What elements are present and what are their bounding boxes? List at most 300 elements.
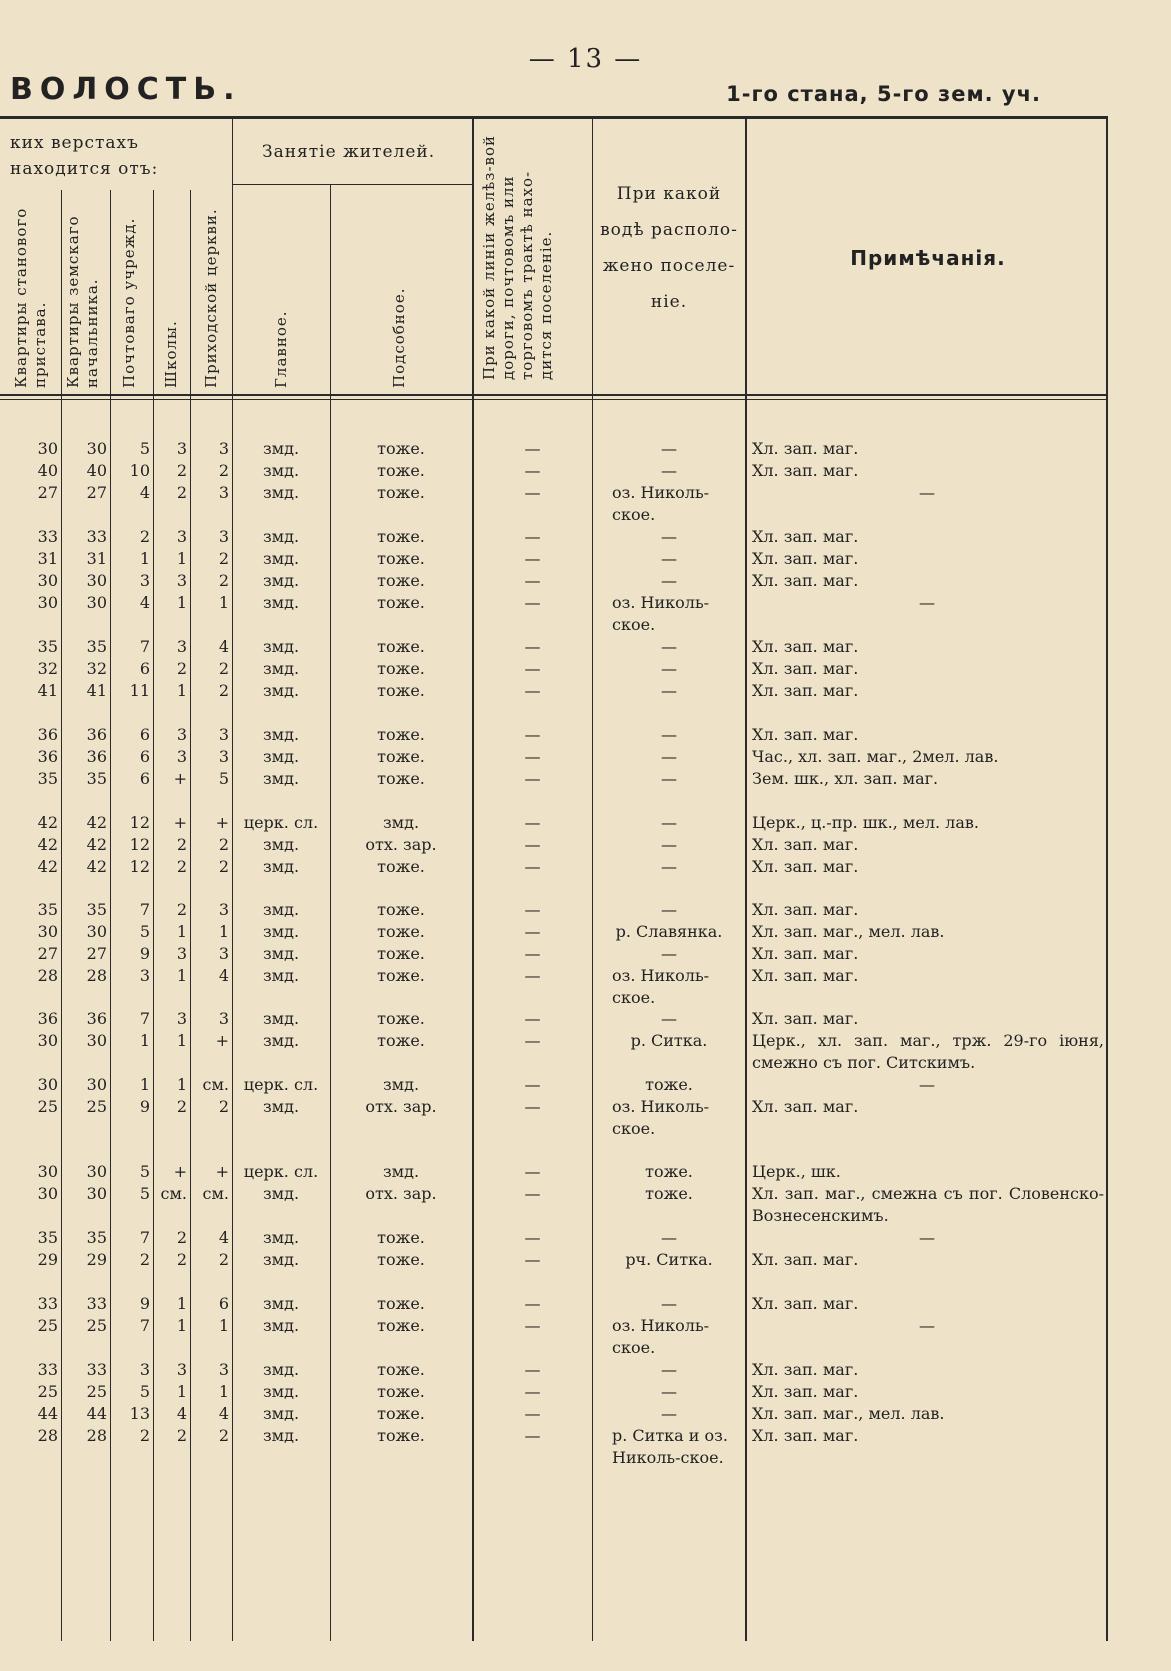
cell-water: — xyxy=(661,1404,677,1423)
cell-notes: Хл. зап. маг. xyxy=(752,1426,859,1445)
page-title: ВОЛОСТЬ. xyxy=(10,72,242,107)
cell-post: 1 xyxy=(139,549,150,568)
cell-zem: 36 xyxy=(86,747,107,766)
cell-post: 9 xyxy=(139,944,150,963)
cell-water: — xyxy=(661,527,677,546)
cell-water: — xyxy=(661,681,677,700)
cell-road: — xyxy=(524,461,541,480)
cell-aux: тоже. xyxy=(377,1009,425,1028)
cell-church: см. xyxy=(202,1184,229,1203)
cell-road: — xyxy=(524,922,541,941)
cell-aux: тоже. xyxy=(377,944,425,963)
cell-school: 1 xyxy=(176,1075,187,1094)
cell-main: змд. xyxy=(262,1316,300,1335)
cell-main: змд. xyxy=(262,1097,300,1116)
cell-road: — xyxy=(524,483,541,502)
cell-road: — xyxy=(524,681,541,700)
cell-zem: 28 xyxy=(86,1426,107,1445)
cell-notes: Хл. зап. маг. xyxy=(752,1360,859,1379)
cell-stan: 33 xyxy=(37,527,58,546)
cell-zem: 30 xyxy=(86,593,107,612)
cell-zem: 35 xyxy=(86,900,107,919)
cell-road: — xyxy=(524,1294,541,1313)
cell-post: 3 xyxy=(139,571,150,590)
cell-notes: Хл. зап. маг. xyxy=(752,1294,859,1313)
cell-aux: тоже. xyxy=(377,966,425,985)
cell-post: 6 xyxy=(139,725,150,744)
cell-zem: 33 xyxy=(86,1360,107,1379)
cell-zem: 29 xyxy=(86,1250,107,1269)
cell-main: змд. xyxy=(262,966,300,985)
cell-notes: Хл. зап. маг. xyxy=(752,1382,859,1401)
cell-church: + xyxy=(215,1162,229,1181)
cell-church: + xyxy=(215,813,229,832)
cell-zem: 42 xyxy=(86,857,107,876)
table-top-rule xyxy=(0,116,1108,119)
cell-post: 5 xyxy=(139,1382,150,1401)
cell-main: змд. xyxy=(262,571,300,590)
cell-water: р. Ситка. xyxy=(630,1031,708,1050)
cell-church: 2 xyxy=(218,659,229,678)
cell-aux: тоже. xyxy=(377,857,425,876)
cell-notes: Хл. зап. маг. xyxy=(752,681,859,700)
header-notes: Примѣчанія. xyxy=(850,246,1006,270)
cell-aux: тоже. xyxy=(377,1031,425,1050)
cell-zem: 25 xyxy=(86,1097,107,1116)
cell-road: — xyxy=(524,1228,541,1247)
cell-road: — xyxy=(524,857,541,876)
cell-post: 12 xyxy=(129,813,150,832)
cell-water: — xyxy=(661,439,677,458)
cell-stan: 30 xyxy=(37,1184,58,1203)
cell-zem: 40 xyxy=(86,461,107,480)
cell-zem: 35 xyxy=(86,1228,107,1247)
cell-road: — xyxy=(524,1097,541,1116)
cell-road: — xyxy=(524,1162,541,1181)
cell-church: см. xyxy=(202,1075,229,1094)
cell-stan: 36 xyxy=(37,1009,58,1028)
cell-school: 3 xyxy=(176,1009,187,1028)
cell-church: 3 xyxy=(218,944,229,963)
cell-road: — xyxy=(524,835,541,854)
header-stan: Квартиры станового пристава. xyxy=(12,207,49,388)
cell-water: оз. Николь-ское. xyxy=(612,593,710,634)
cell-water: рч. Ситка. xyxy=(625,1250,713,1269)
cell-post: 12 xyxy=(129,835,150,854)
cell-zem: 25 xyxy=(86,1316,107,1335)
cell-church: 1 xyxy=(218,593,229,612)
cell-school: 1 xyxy=(176,1031,187,1050)
cell-aux: тоже. xyxy=(377,922,425,941)
cell-post: 1 xyxy=(139,1075,150,1094)
cell-church: 3 xyxy=(218,483,229,502)
cell-post: 3 xyxy=(139,1360,150,1379)
cell-water: р. Славянка. xyxy=(615,922,723,941)
cell-zem: 44 xyxy=(86,1404,107,1423)
cell-school: 2 xyxy=(176,857,187,876)
cell-aux: тоже. xyxy=(377,571,425,590)
cell-main: змд. xyxy=(262,1228,300,1247)
cell-main: змд. xyxy=(262,483,300,502)
cell-zem: 33 xyxy=(86,1294,107,1313)
cell-zem: 27 xyxy=(86,944,107,963)
cell-school: + xyxy=(173,1162,187,1181)
cell-post: 2 xyxy=(139,527,150,546)
cell-main: змд. xyxy=(262,922,300,941)
cell-aux: тоже. xyxy=(377,769,425,788)
cell-aux: тоже. xyxy=(377,1316,425,1335)
header-bottom-rule-2 xyxy=(0,399,1108,400)
cell-stan: 44 xyxy=(37,1404,58,1423)
cell-aux: тоже. xyxy=(377,1360,425,1379)
cell-church: 2 xyxy=(218,571,229,590)
cell-school: 3 xyxy=(176,439,187,458)
cell-school: 2 xyxy=(176,1097,187,1116)
cell-road: — xyxy=(524,593,541,612)
cell-post: 7 xyxy=(139,1009,150,1028)
cell-school: 1 xyxy=(176,593,187,612)
cell-road: — xyxy=(524,813,541,832)
cell-stan: 33 xyxy=(37,1294,58,1313)
cell-notes: Хл. зап. маг., мел. лав. xyxy=(752,1404,945,1423)
cell-stan: 32 xyxy=(37,659,58,678)
cell-road: — xyxy=(524,1009,541,1028)
cell-main: церк. сл. xyxy=(243,1075,319,1094)
cell-zem: 36 xyxy=(86,1009,107,1028)
cell-school: 2 xyxy=(176,1228,187,1247)
cell-stan: 25 xyxy=(37,1316,58,1335)
cell-church: 3 xyxy=(218,527,229,546)
cell-aux: тоже. xyxy=(377,527,425,546)
page-number: — 13 — xyxy=(528,44,643,74)
cell-water: — xyxy=(661,813,677,832)
cell-main: змд. xyxy=(262,659,300,678)
header-distance-group: ких верстахъ находится отъ: xyxy=(10,133,159,179)
cell-aux: змд. xyxy=(382,1075,420,1094)
cell-notes: Хл. зап. маг. xyxy=(752,944,859,963)
cell-church: 2 xyxy=(218,1097,229,1116)
cell-main: змд. xyxy=(262,1426,300,1445)
header-main: Главное. xyxy=(272,310,290,388)
cell-aux: отх. зар. xyxy=(365,1097,437,1116)
cell-zem: 31 xyxy=(86,549,107,568)
cell-water: оз. Николь-ское. xyxy=(612,1097,710,1138)
cell-church: 2 xyxy=(218,461,229,480)
cell-notes: Хл. зап. маг. xyxy=(752,549,859,568)
header-water: При какой водѣ располо-жено поселе-ніе. xyxy=(600,184,738,312)
cell-stan: 30 xyxy=(37,1031,58,1050)
cell-road: — xyxy=(524,549,541,568)
cell-road: — xyxy=(524,1360,541,1379)
cell-church: 4 xyxy=(218,1404,229,1423)
cell-stan: 36 xyxy=(37,725,58,744)
cell-aux: тоже. xyxy=(377,900,425,919)
cell-school: + xyxy=(173,813,187,832)
cell-water: — xyxy=(661,571,677,590)
header-road: При какой линіи желѣз-вой дороги, почтовомъ или торговомъ трактѣ нахо-дится поселеніе. xyxy=(480,135,555,380)
cell-main: змд. xyxy=(262,1009,300,1028)
cell-road: — xyxy=(524,900,541,919)
cell-notes: Хл. зап. маг. xyxy=(752,900,859,919)
cell-main: змд. xyxy=(262,769,300,788)
cell-church: 4 xyxy=(218,966,229,985)
page-subtitle: 1-го стана, 5-го зем. уч. xyxy=(726,82,1041,106)
cell-road: — xyxy=(524,1426,541,1445)
cell-stan: 28 xyxy=(37,966,58,985)
cell-church: 2 xyxy=(218,1426,229,1445)
cell-notes: Церк., шк. xyxy=(752,1162,841,1181)
cell-notes: Хл. зап. маг. xyxy=(752,637,859,656)
cell-main: змд. xyxy=(262,637,300,656)
cell-zem: 42 xyxy=(86,813,107,832)
cell-post: 2 xyxy=(139,1426,150,1445)
cell-school: 1 xyxy=(176,922,187,941)
cell-post: 6 xyxy=(139,659,150,678)
cell-road: — xyxy=(524,1404,541,1423)
cell-road: — xyxy=(524,439,541,458)
cell-notes: Хл. зап. маг., смежна съ пог. Словенско-Вознесенскимъ. xyxy=(752,1184,1104,1225)
col-rule xyxy=(1106,119,1108,1641)
cell-aux: тоже. xyxy=(377,483,425,502)
cell-aux: тоже. xyxy=(377,439,425,458)
header-post: Почтоваго учрежд. xyxy=(120,217,138,388)
cell-aux: тоже. xyxy=(377,747,425,766)
cell-school: 1 xyxy=(176,681,187,700)
cell-stan: 30 xyxy=(37,922,58,941)
cell-stan: 42 xyxy=(37,857,58,876)
cell-notes: Хл. зап. маг. xyxy=(752,966,859,985)
cell-road: — xyxy=(524,725,541,744)
cell-main: змд. xyxy=(262,527,300,546)
cell-post: 1 xyxy=(139,1031,150,1050)
cell-notes: — xyxy=(919,1075,935,1094)
cell-school: 3 xyxy=(176,1360,187,1379)
cell-main: церк. сл. xyxy=(243,1162,319,1181)
cell-main: змд. xyxy=(262,1250,300,1269)
cell-notes: Хл. зап. маг. xyxy=(752,835,859,854)
cell-water: тоже. xyxy=(645,1184,693,1203)
cell-post: 5 xyxy=(139,1162,150,1181)
cell-notes: Церк., хл. зап. маг., трж. 29-го іюня, смежно съ пог. Ситскимъ. xyxy=(752,1031,1104,1072)
cell-road: — xyxy=(524,1250,541,1269)
cell-aux: тоже. xyxy=(377,1250,425,1269)
cell-aux: тоже. xyxy=(377,549,425,568)
cell-church: 1 xyxy=(218,922,229,941)
cell-notes: — xyxy=(919,483,935,502)
cell-church: 2 xyxy=(218,549,229,568)
cell-water: — xyxy=(661,725,677,744)
cell-main: змд. xyxy=(262,1404,300,1423)
cell-post: 11 xyxy=(129,681,150,700)
cell-water: оз. Николь-ское. xyxy=(612,966,710,1007)
cell-main: змд. xyxy=(262,857,300,876)
cell-post: 7 xyxy=(139,1228,150,1247)
cell-stan: 30 xyxy=(37,571,58,590)
cell-water: — xyxy=(661,835,677,854)
cell-church: 2 xyxy=(218,681,229,700)
cell-school: 1 xyxy=(176,1316,187,1335)
cell-water: — xyxy=(661,1228,677,1247)
cell-church: 3 xyxy=(218,747,229,766)
cell-church: 2 xyxy=(218,1250,229,1269)
header-bottom-rule xyxy=(0,394,1108,396)
cell-post: 13 xyxy=(129,1404,150,1423)
col-rule xyxy=(592,119,593,1641)
cell-stan: 35 xyxy=(37,1228,58,1247)
cell-road: — xyxy=(524,966,541,985)
cell-main: змд. xyxy=(262,900,300,919)
cell-school: 3 xyxy=(176,747,187,766)
cell-stan: 35 xyxy=(37,637,58,656)
cell-zem: 33 xyxy=(86,527,107,546)
cell-water: — xyxy=(661,1294,677,1313)
cell-stan: 36 xyxy=(37,747,58,766)
cell-church: 3 xyxy=(218,900,229,919)
cell-school: 4 xyxy=(176,1404,187,1423)
cell-stan: 41 xyxy=(37,681,58,700)
cell-road: — xyxy=(524,769,541,788)
cell-main: змд. xyxy=(262,1360,300,1379)
cell-school: 2 xyxy=(176,1426,187,1445)
cell-zem: 36 xyxy=(86,725,107,744)
cell-road: — xyxy=(524,1031,541,1050)
cell-road: — xyxy=(524,1075,541,1094)
cell-main: змд. xyxy=(262,747,300,766)
cell-stan: 40 xyxy=(37,461,58,480)
cell-water: — xyxy=(661,944,677,963)
cell-notes: Хл. зап. маг. xyxy=(752,1009,859,1028)
cell-road: — xyxy=(524,1382,541,1401)
cell-school: 1 xyxy=(176,1294,187,1313)
cell-main: змд. xyxy=(262,549,300,568)
cell-notes: Зем. шк., хл. зап. маг. xyxy=(752,769,939,788)
cell-post: 12 xyxy=(129,857,150,876)
cell-zem: 35 xyxy=(86,769,107,788)
col-rule xyxy=(745,119,747,1641)
cell-school: 2 xyxy=(176,659,187,678)
cell-aux: тоже. xyxy=(377,1294,425,1313)
cell-road: — xyxy=(524,637,541,656)
header-church: Приходской церкви. xyxy=(202,208,220,388)
cell-post: 4 xyxy=(139,483,150,502)
cell-zem: 30 xyxy=(86,922,107,941)
cell-notes: Хл. зап. маг. xyxy=(752,1097,859,1116)
header-zem: Квартиры земскаго начальника. xyxy=(64,215,101,388)
cell-stan: 35 xyxy=(37,769,58,788)
cell-water: оз. Николь-ское. xyxy=(612,483,710,524)
cell-main: змд. xyxy=(262,1382,300,1401)
cell-water: — xyxy=(661,659,677,678)
cell-main: змд. xyxy=(262,1294,300,1313)
cell-post: 4 xyxy=(139,593,150,612)
cell-water: — xyxy=(661,900,677,919)
cell-stan: 42 xyxy=(37,813,58,832)
cell-main: змд. xyxy=(262,439,300,458)
cell-zem: 30 xyxy=(86,571,107,590)
cell-water: тоже. xyxy=(645,1075,693,1094)
cell-water: — xyxy=(661,549,677,568)
cell-post: 5 xyxy=(139,1184,150,1203)
cell-school: 3 xyxy=(176,571,187,590)
header-aux: Подсобное. xyxy=(390,287,408,388)
cell-water: — xyxy=(661,747,677,766)
cell-water: — xyxy=(661,1360,677,1379)
cell-church: 4 xyxy=(218,1228,229,1247)
cell-aux: змд. xyxy=(382,1162,420,1181)
cell-church: 3 xyxy=(218,1360,229,1379)
cell-church: 2 xyxy=(218,857,229,876)
cell-stan: 25 xyxy=(37,1382,58,1401)
cell-aux: тоже. xyxy=(377,681,425,700)
cell-notes: Хл. зап. маг. xyxy=(752,439,859,458)
cell-notes: Хл. зап. маг. xyxy=(752,659,859,678)
cell-aux: отх. зар. xyxy=(365,1184,437,1203)
cell-notes: Хл. зап. маг. xyxy=(752,461,859,480)
cell-school: 3 xyxy=(176,527,187,546)
cell-aux: отх. зар. xyxy=(365,835,437,854)
cell-aux: тоже. xyxy=(377,659,425,678)
cell-school: 1 xyxy=(176,1382,187,1401)
cell-road: — xyxy=(524,527,541,546)
cell-notes: Хл. зап. маг. xyxy=(752,527,859,546)
cell-aux: тоже. xyxy=(377,1382,425,1401)
cell-water: — xyxy=(661,1009,677,1028)
cell-stan: 30 xyxy=(37,593,58,612)
cell-zem: 27 xyxy=(86,483,107,502)
cell-stan: 28 xyxy=(37,1426,58,1445)
cell-stan: 29 xyxy=(37,1250,58,1269)
cell-stan: 30 xyxy=(37,1162,58,1181)
cell-school: 2 xyxy=(176,1250,187,1269)
cell-post: 9 xyxy=(139,1294,150,1313)
cell-notes: — xyxy=(919,1316,935,1335)
cell-stan: 25 xyxy=(37,1097,58,1116)
cell-school: 3 xyxy=(176,725,187,744)
cell-main: змд. xyxy=(262,461,300,480)
cell-school: 2 xyxy=(176,900,187,919)
cell-main: змд. xyxy=(262,835,300,854)
cell-post: 7 xyxy=(139,1316,150,1335)
cell-water: — xyxy=(661,857,677,876)
cell-notes: Час., хл. зап. маг., 2мел. лав. xyxy=(752,747,999,766)
cell-post: 6 xyxy=(139,747,150,766)
cell-aux: тоже. xyxy=(377,1426,425,1445)
cell-school: 2 xyxy=(176,835,187,854)
cell-aux: тоже. xyxy=(377,461,425,480)
cell-aux: змд. xyxy=(382,813,420,832)
cell-church: 6 xyxy=(218,1294,229,1313)
cell-post: 5 xyxy=(139,439,150,458)
cell-zem: 35 xyxy=(86,637,107,656)
header-school: Школы. xyxy=(162,320,180,388)
cell-post: 9 xyxy=(139,1097,150,1116)
cell-post: 7 xyxy=(139,900,150,919)
cell-aux: тоже. xyxy=(377,1228,425,1247)
cell-main: змд. xyxy=(262,681,300,700)
cell-stan: 31 xyxy=(37,549,58,568)
header-occupation-group: Занятіе жителей. xyxy=(262,142,436,162)
cell-water: тоже. xyxy=(645,1162,693,1181)
cell-zem: 41 xyxy=(86,681,107,700)
cell-post: 2 xyxy=(139,1250,150,1269)
cell-notes: Хл. зап. маг. xyxy=(752,571,859,590)
cell-notes: Церк., ц.-пр. шк., мел. лав. xyxy=(752,813,979,832)
cell-notes: Хл. зап. маг. xyxy=(752,1250,859,1269)
cell-notes: — xyxy=(919,1228,935,1247)
cell-zem: 30 xyxy=(86,1184,107,1203)
cell-zem: 30 xyxy=(86,1162,107,1181)
cell-stan: 30 xyxy=(37,439,58,458)
